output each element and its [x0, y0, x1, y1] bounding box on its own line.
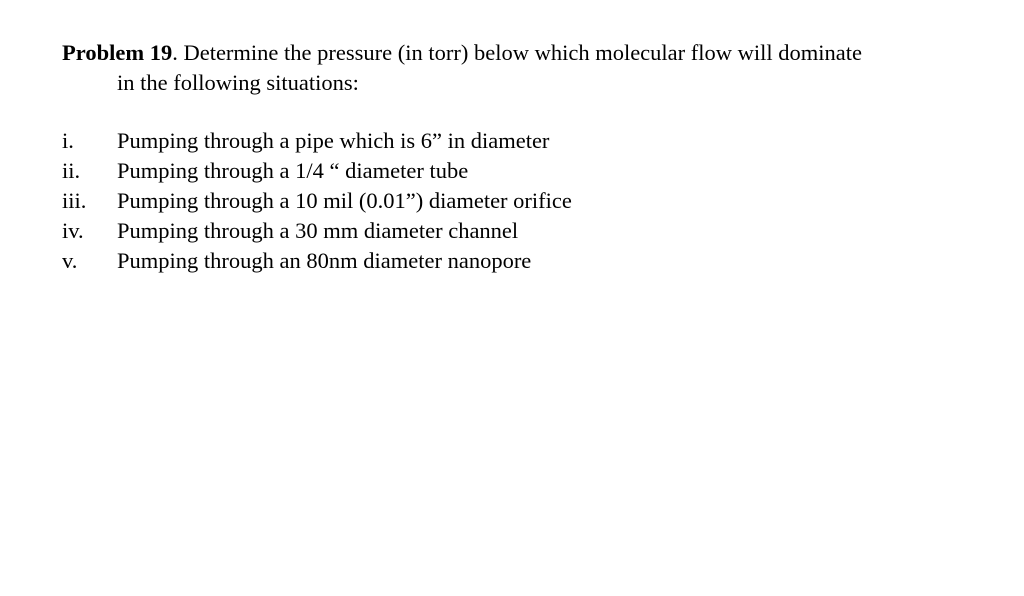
list-item-text: Pumping through a pipe which is 6” in diameter [117, 128, 550, 153]
problem-label: Problem 19 [62, 40, 173, 65]
problem-statement [62, 38, 982, 98]
problem-text-line-2: in the following situations: [117, 70, 359, 95]
list-item-text: Pumping through an 80nm diameter nanopore [117, 248, 532, 273]
list-item [62, 156, 962, 186]
list-item-numeral: v. [62, 248, 78, 273]
list-item-text: Pumping through a 30 mm diameter channel [117, 218, 519, 243]
list-item-numeral: iii. [62, 188, 87, 213]
list-item-numeral: ii. [62, 158, 81, 183]
list-item-numeral: iv. [62, 218, 84, 243]
list-item [62, 246, 962, 276]
problem-text-line-1: . Determine the pressure (in torr) below which molecular flow will dominate [172, 40, 862, 65]
list-item [62, 126, 962, 156]
list-item-numeral: i. [62, 128, 74, 153]
list-item [62, 186, 962, 216]
situation-list [62, 126, 962, 276]
list-item-text: Pumping through a 10 mil (0.01”) diameter orifice [117, 188, 572, 213]
list-item [62, 216, 962, 246]
list-item-text: Pumping through a 1/4 “ diameter tube [117, 158, 469, 183]
problem-line-1 [62, 38, 982, 68]
